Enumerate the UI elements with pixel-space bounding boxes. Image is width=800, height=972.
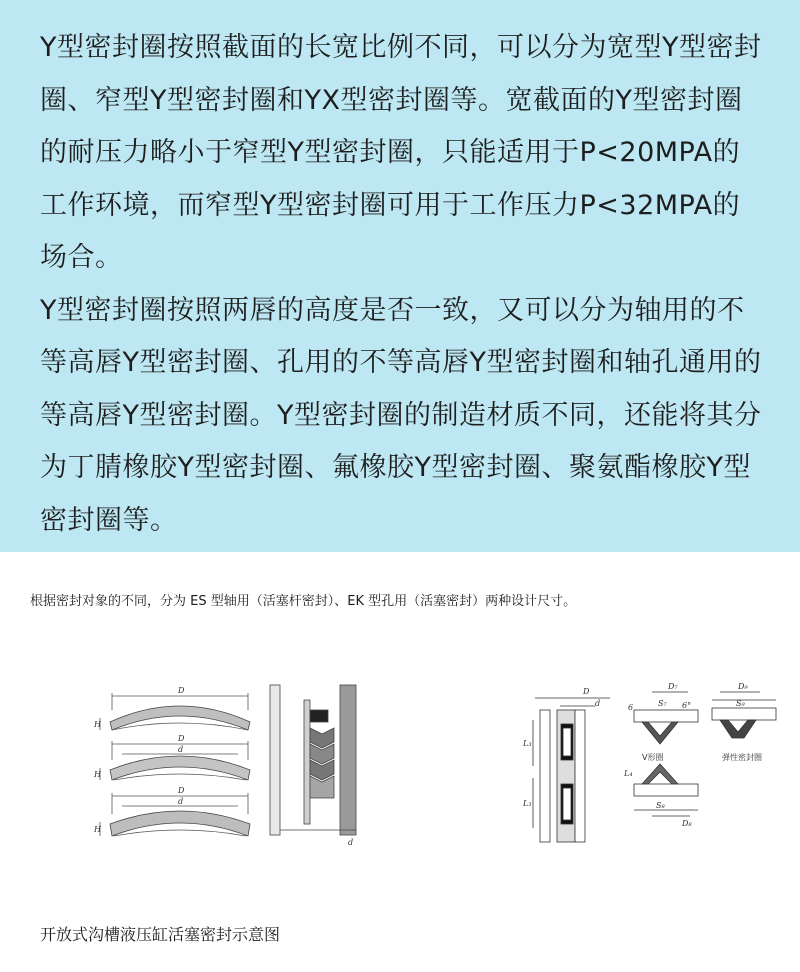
label-d-fig-b: d bbox=[348, 838, 354, 847]
label-D9: D₉ bbox=[738, 682, 748, 691]
label-d-3: d bbox=[178, 797, 184, 806]
label-d-2: d bbox=[178, 745, 184, 754]
label-elastic-ring: 弹性密封圈 bbox=[722, 753, 762, 762]
y-ring-perspective-figure bbox=[80, 680, 280, 855]
label-S9: S₉ bbox=[736, 699, 745, 708]
caption-bottom: 开放式沟槽液压缸活塞密封示意图 bbox=[40, 925, 281, 944]
label-L4: L₄ bbox=[624, 769, 633, 778]
label-d-fig-c: d bbox=[595, 699, 601, 708]
label-angle-6: 6 bbox=[628, 703, 634, 712]
label-D8: D₈ bbox=[682, 819, 692, 828]
label-D-2: D bbox=[178, 734, 185, 743]
v-seal-stack-section-figure bbox=[260, 680, 370, 855]
label-H-1: H bbox=[94, 720, 101, 729]
label-S8: S₈ bbox=[656, 801, 665, 810]
caption-top: 根据密封对象的不同，分为 ES 型轴用（活塞杆密封）、EK 型孔用（活塞密封）两种设计尺寸。 bbox=[30, 594, 577, 609]
piston-groove-section-figure bbox=[515, 680, 620, 850]
label-S7: S₇ bbox=[658, 699, 667, 708]
label-L3-fig-c: L₃ bbox=[523, 739, 532, 748]
info-paragraph-2: Y型密封圈按照两唇的高度是否一致，又可以分为轴用的不等高唇Y型密封圈、孔用的不等高唇Y型密封圈和轴孔通用的等高唇Y型密封圈。Y型密封圈的制造材质不同，还能将其分为丁腈橡胶Y型密封圈、氟橡胶Y型密封圈、聚氨酯橡胶Y型密封圈等。 bbox=[40, 294, 762, 536]
info-text bbox=[40, 22, 764, 547]
label-D-fig-c: D bbox=[583, 687, 590, 696]
label-H-3: H bbox=[94, 825, 101, 834]
label-D7: D₇ bbox=[668, 682, 678, 691]
v-ring-elastic-seal-detail-figure bbox=[620, 680, 790, 845]
label-D-1: D bbox=[178, 686, 185, 695]
label-v-ring: V形圈 bbox=[642, 753, 664, 762]
label-D-3: D bbox=[178, 786, 185, 795]
info-paragraph-1: Y型密封圈按照截面的长宽比例不同，可以分为宽型Y型密封圈、窄型Y型密封圈和YX型密封圈等。宽截面的Y型密封圈的耐压力略小于窄型Y型密封圈，只能适用于P<20MPA的工作环境，而窄型Y型密封圈可用于工作压力P<32MPA的场合。 bbox=[40, 32, 762, 273]
label-L3-fig-c-2: L₃ bbox=[523, 799, 532, 808]
label-H-2: H bbox=[94, 770, 101, 779]
label-angle-6deg: 6° bbox=[682, 701, 692, 710]
